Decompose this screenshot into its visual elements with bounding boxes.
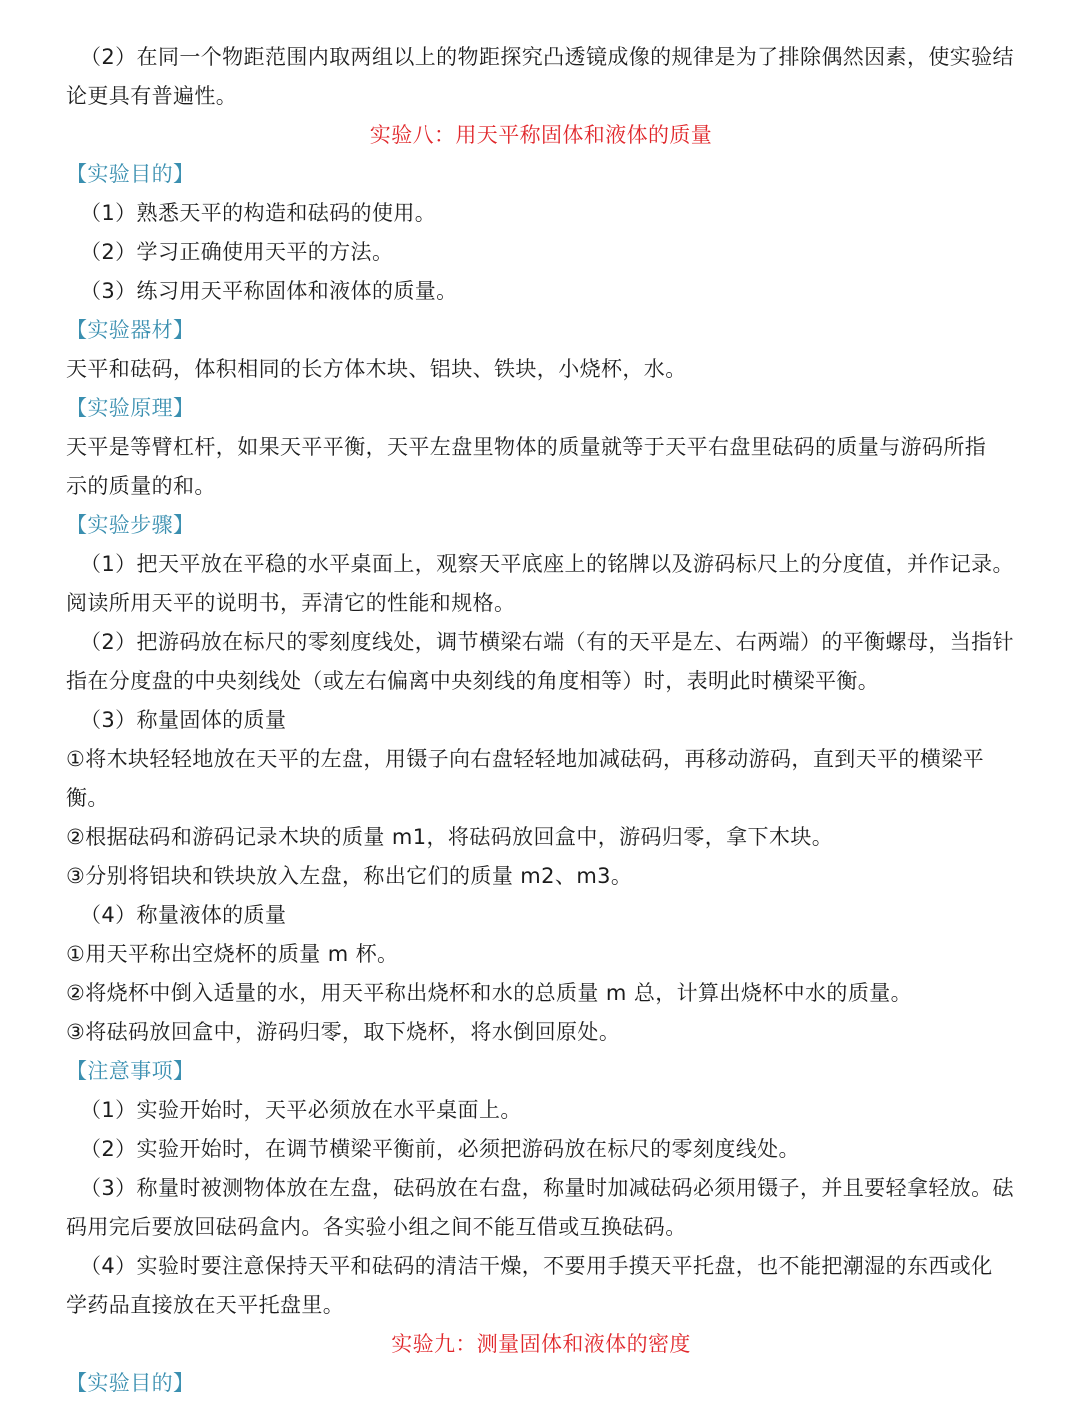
step-1-line-2: 阅读所用天平的说明书，弄清它的性能和规格。: [66, 591, 516, 615]
experiment-8-title: 实验八：用天平称固体和液体的质量: [369, 123, 713, 147]
step-2-line-1: （2）把游码放在标尺的零刻度线处，调节横梁右端（有的天平是左、右两端）的平衡螺母，当指针: [80, 630, 1014, 654]
step-3a-line-2: 衡。: [66, 786, 109, 810]
purpose-item-2: （2）学习正确使用天平的方法。: [80, 240, 394, 264]
note-3-line-2: 码用完后要放回砝码盒内。各实验小组之间不能互借或互换砝码。: [66, 1215, 687, 1239]
intro-line-2: 论更具有普遍性。: [66, 84, 238, 108]
principle-heading: 【实验原理】: [66, 396, 195, 420]
step-4c: ③将砝码放回盒中，游码归零，取下烧杯，将水倒回原处。: [66, 1020, 621, 1044]
step-3a-line-1: ①将木块轻轻地放在天平的左盘，用镊子向右盘轻轻地加减砝码，再移动游码，直到天平的横梁平: [66, 747, 985, 771]
equipment-text: 天平和砝码，体积相同的长方体木块、铝块、铁块，小烧杯，水。: [66, 357, 687, 381]
step-4-title: （4）称量液体的质量: [80, 903, 287, 927]
note-4-line-1: （4）实验时要注意保持天平和砝码的清洁干燥，不要用手摸天平托盘，也不能把潮湿的东西或化: [80, 1254, 993, 1278]
principle-line-1: 天平是等臂杠杆，如果天平平衡，天平左盘里物体的质量就等于天平右盘里砝码的质量与游码所指: [66, 435, 987, 459]
note-3-line-1: （3）称量时被测物体放在左盘，砝码放在右盘，称量时加减砝码必须用镊子，并且要轻拿轻放。砝: [80, 1176, 1014, 1200]
purpose-item-1: （1）熟悉天平的构造和砝码的使用。: [80, 201, 437, 225]
step-3-title: （3）称量固体的质量: [80, 708, 287, 732]
step-2-line-2: 指在分度盘的中央刻线处（或左右偏离中央刻线的角度相等）时，表明此时横梁平衡。: [66, 669, 880, 693]
notes-heading: 【注意事项】: [66, 1059, 195, 1083]
step-3c: ③分别将铝块和铁块放入左盘，称出它们的质量 m2、m3。: [66, 864, 633, 888]
step-3b: ②根据砝码和游码记录木块的质量 m1，将砝码放回盒中，游码归零，拿下木块。: [66, 825, 834, 849]
note-2: （2）实验开始时，在调节横梁平衡前，必须把游码放在标尺的零刻度线处。: [80, 1137, 800, 1161]
experiment-9-title: 实验九：测量固体和液体的密度: [391, 1332, 691, 1356]
note-4-line-2: 学药品直接放在天平托盘里。: [66, 1293, 345, 1317]
step-1-line-1: （1）把天平放在平稳的水平桌面上，观察天平底座上的铭牌以及游码标尺上的分度值，并作记录。: [80, 552, 1014, 576]
purpose-heading: 【实验目的】: [66, 162, 195, 186]
intro-line-1: （2）在同一个物距范围内取两组以上的物距探究凸透镜成像的规律是为了排除偶然因素，使实验结: [80, 45, 1014, 69]
step-4b: ②将烧杯中倒入适量的水，用天平称出烧杯和水的总质量 m 总，计算出烧杯中水的质量。: [66, 981, 913, 1005]
note-1: （1）实验开始时，天平必须放在水平桌面上。: [80, 1098, 522, 1122]
step-4a: ①用天平称出空烧杯的质量 m 杯。: [66, 942, 399, 966]
purpose-item-3: （3）练习用天平称固体和液体的质量。: [80, 279, 458, 303]
exp9-purpose-heading: 【实验目的】: [66, 1371, 195, 1395]
equipment-heading: 【实验器材】: [66, 318, 195, 342]
steps-heading: 【实验步骤】: [66, 513, 195, 537]
principle-line-2: 示的质量的和。: [66, 474, 216, 498]
